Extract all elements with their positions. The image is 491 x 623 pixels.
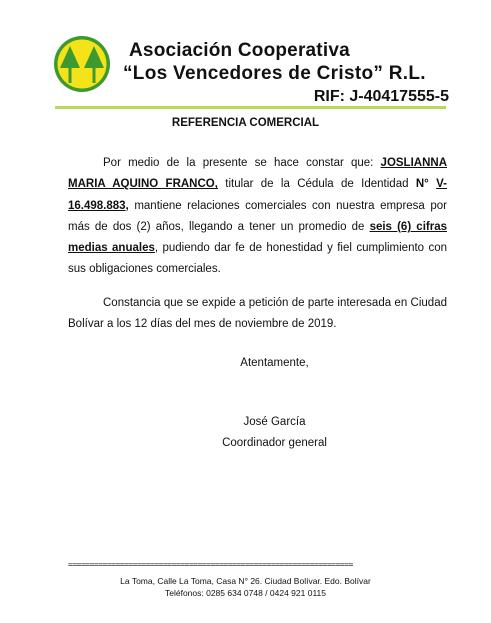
- p1-text-2: titular de la Cédula de Identidad: [217, 178, 416, 191]
- header-divider: [55, 106, 446, 109]
- p1-text-4: , pudiendo dar fe de honestidad y fiel cumplimiento con sus obligaciones comerciales.: [68, 242, 448, 276]
- footer-address: La Toma, Calle La Toma, Casa N° 26. Ciudad Bolívar. Edo. Bolívar: [120, 576, 371, 586]
- income-amount: seis (6) cifras medias anuales: [68, 220, 447, 255]
- rif-number: RIF: J-40417555-5: [313, 88, 449, 105]
- id-number: V-16.498.883,: [68, 178, 447, 212]
- closing-salutation: Atentamente,: [240, 357, 309, 369]
- signer-role: Coordinador general: [222, 437, 327, 449]
- signer-name: José García: [243, 416, 306, 428]
- certification-paragraph: Constancia que se expide a petición de parte interesada en Ciudad Bolívar a los 12 días del mes de noviembre de 2019.: [68, 297, 447, 331]
- holder-name: JOSLIANNA MARIA AQUINO FRANCO,: [68, 157, 447, 191]
- p1-text-1: Por medio de la presente se hace constar que:: [103, 157, 381, 169]
- footer-separator: ==================================================================: [68, 560, 353, 569]
- cooperative-logo-icon: [53, 35, 111, 93]
- reference-paragraph: [68, 153, 447, 281]
- organization-name-line2: “Los Vencedores de Cristo” R.L.: [123, 63, 426, 84]
- organization-name-line1: Asociación Cooperativa: [129, 40, 350, 61]
- document-title: REFERENCIA COMERCIAL: [171, 117, 320, 129]
- id-prefix: N°: [415, 178, 437, 191]
- p1-text-3: mantiene relaciones comerciales con nuestra empresa por más de dos (2) años, llegando a tener un promedio de: [68, 199, 447, 233]
- footer-phones: Teléfonos: 0285 634 0748 / 0424 921 0115: [164, 588, 326, 598]
